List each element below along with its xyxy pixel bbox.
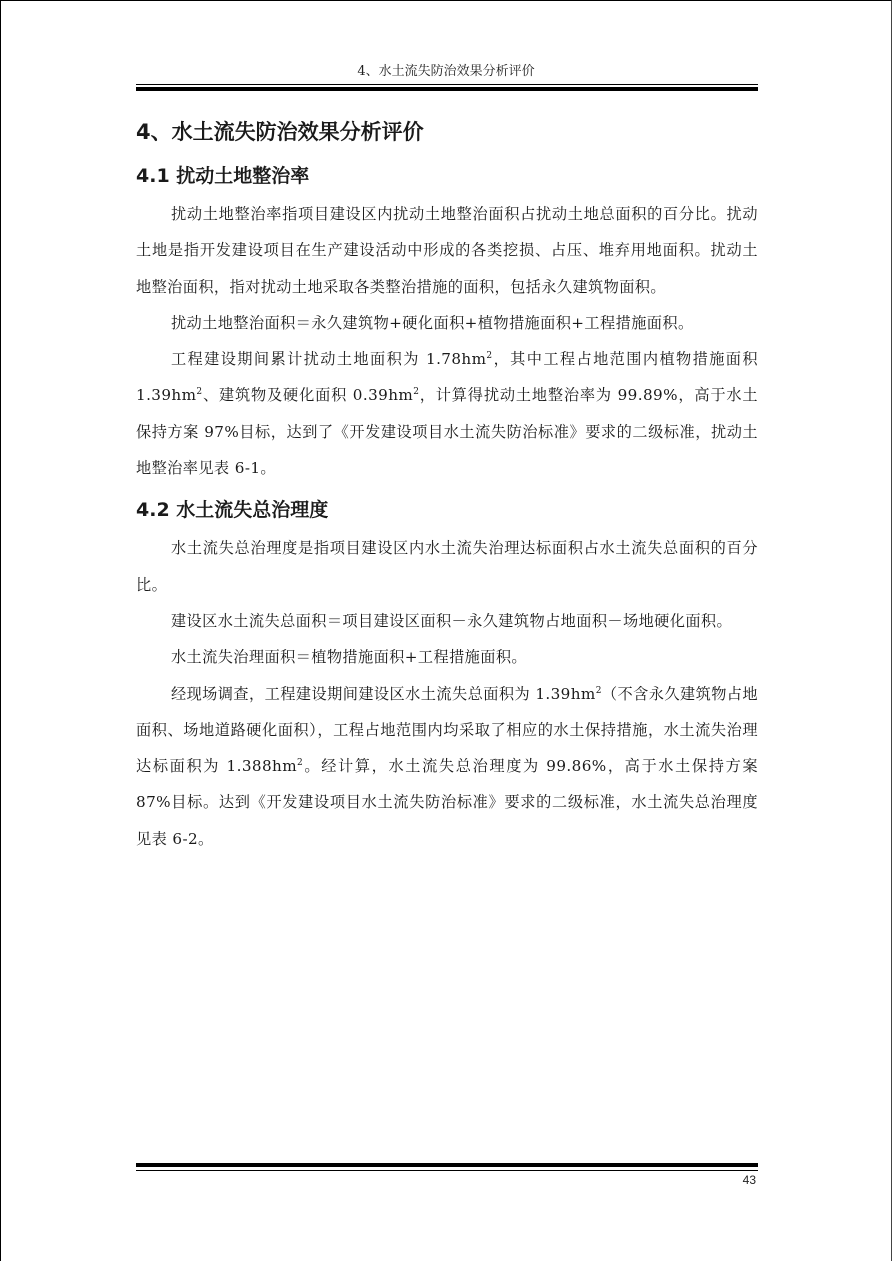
- paragraph-definition: 水土流失总治理度是指项目建设区内水土流失治理达标面积占水土流失总面积的百分比。: [136, 539, 758, 594]
- paragraph-calculation: [136, 341, 758, 486]
- superscript: 2: [196, 387, 203, 398]
- superscript: 2: [297, 758, 304, 769]
- page-number: 43: [742, 1173, 756, 1187]
- text-run: （不含永久建筑物占地面积、场地道路硬化面积），工程占地范围内均采取了相应的水土保持措施，水土流失治理达标面积为 1.388hm: [136, 684, 759, 776]
- paragraph-calculation: [136, 676, 758, 857]
- paragraph-formula: 扰动土地整治面积＝永久建筑物+硬化面积+植物措施面积+工程措施面积。: [170, 313, 694, 332]
- text-run: 。经计算，水土流失总治理度为 99.86%，高于水土保持方案 87%目标。达到《开发建设项目水土流失防治标准》要求的二级标准，水土流失总治理度见表 6-2。: [136, 757, 758, 848]
- header-rule-thick: [136, 87, 758, 91]
- text-run: 工程建设期间累计扰动土地面积为 1.78hm: [170, 350, 487, 369]
- text-run: ，其中工程占地范围内植物措施面积 1.39hm: [136, 350, 758, 405]
- text-run: 、建筑物及硬化面积 0.39hm: [202, 386, 414, 405]
- text-run: 经现场调查，工程建设期间建设区水土流失总面积为 1.39hm: [170, 684, 596, 703]
- paragraph-formula: 水土流失治理面积＝植物措施面积+工程措施面积。: [170, 648, 528, 667]
- chapter-title: 4、水土流失防治效果分析评价: [136, 120, 424, 144]
- footer-rule-thin: [136, 1170, 758, 1171]
- running-header: 4、水土流失防治效果分析评价: [357, 64, 535, 79]
- superscript: 2: [595, 685, 602, 696]
- text-run: ，计算得扰动土地整治率为 99.89%，高于水土保持方案 97%目标，达到了《开发建设项目水土流失防治标准》要求的二级标准，扰动土地整治率见表 6-1。: [136, 386, 758, 478]
- header-rule-thin: [136, 84, 758, 85]
- superscript: 2: [486, 351, 493, 362]
- section-heading-4-1: 4.1 扰动土地整治率: [136, 165, 310, 187]
- superscript: 2: [413, 387, 420, 398]
- document-body: [136, 112, 758, 857]
- paragraph-formula: 建设区水土流失总面积＝项目建设区面积－永久建筑物占地面积－场地硬化面积。: [170, 611, 733, 630]
- footer-rule-thick: [136, 1163, 758, 1167]
- paragraph-definition: 扰动土地整治率指项目建设区内扰动土地整治面积占扰动土地总面积的百分比。扰动土地是指开发建设项目在生产建设活动中形成的各类挖损、占压、堆弃用地面积。扰动土地整治面积，指对扰动土地采取各类整治措施的面积，包括永久建筑物面积。: [136, 205, 758, 296]
- section-heading-4-2: 4.2 水土流失总治理度: [136, 499, 329, 522]
